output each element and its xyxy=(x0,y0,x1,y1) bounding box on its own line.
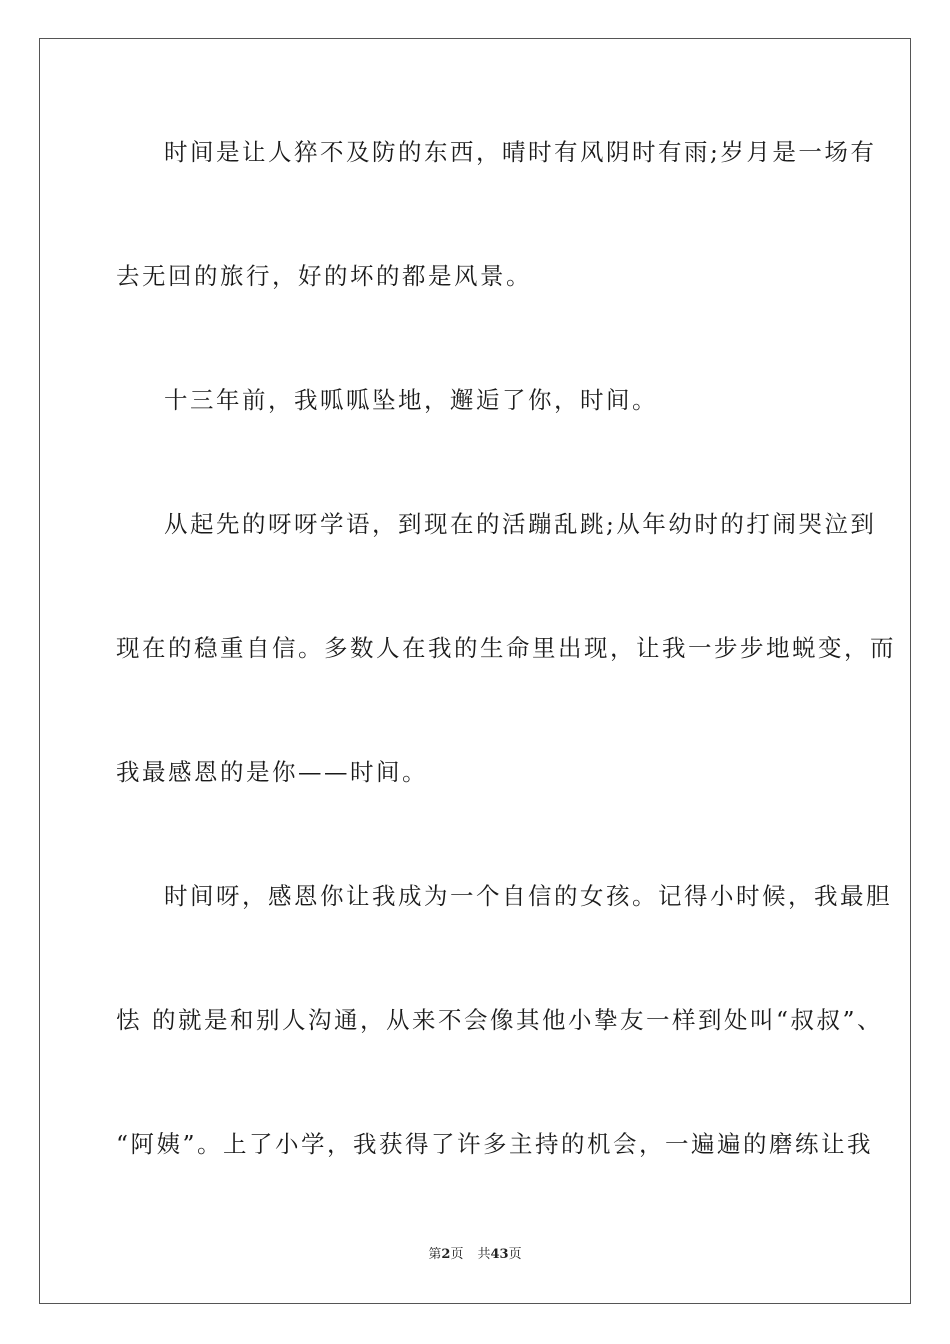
paragraph-4-line-2: 怯 的就是和别人沟通，从来不会像其他小挚友一样到处叫“叔叔”、 xyxy=(116,1006,883,1034)
total-suffix: 页 xyxy=(508,1247,522,1262)
paragraph-2-line-1: 十三年前，我呱呱坠地，邂逅了你，时间。 xyxy=(164,386,658,414)
total-pages: 43 xyxy=(490,1247,509,1262)
paragraph-3-line-3: 我最感恩的是你——时间。 xyxy=(116,758,428,786)
paragraph-1-line-1: 时间是让人猝不及防的东西，晴时有风阴时有雨;岁月是一场有 xyxy=(164,138,877,166)
paragraph-3-line-2: 现在的稳重自信。多数人在我的生命里出现，让我一步步地蜕变，而 xyxy=(116,634,896,662)
total-prefix: 共 xyxy=(477,1247,491,1262)
paragraph-3-line-1: 从起先的呀呀学语，到现在的活蹦乱跳;从年幼时的打闹哭泣到 xyxy=(164,510,877,538)
paragraph-1-line-2: 去无回的旅行，好的坏的都是风景。 xyxy=(116,262,532,290)
page-prefix: 第 xyxy=(428,1247,442,1262)
page-footer xyxy=(0,1246,950,1264)
page-suffix: 页 xyxy=(450,1247,464,1262)
paragraph-4-line-1: 时间呀，感恩你让我成为一个自信的女孩。记得小时候，我最胆 xyxy=(164,882,892,910)
page-number: 2 xyxy=(441,1247,451,1262)
page-border xyxy=(39,38,911,1304)
paragraph-4-line-3: “阿姨”。上了小学，我获得了许多主持的机会，一遍遍的磨练让我 xyxy=(116,1130,874,1158)
